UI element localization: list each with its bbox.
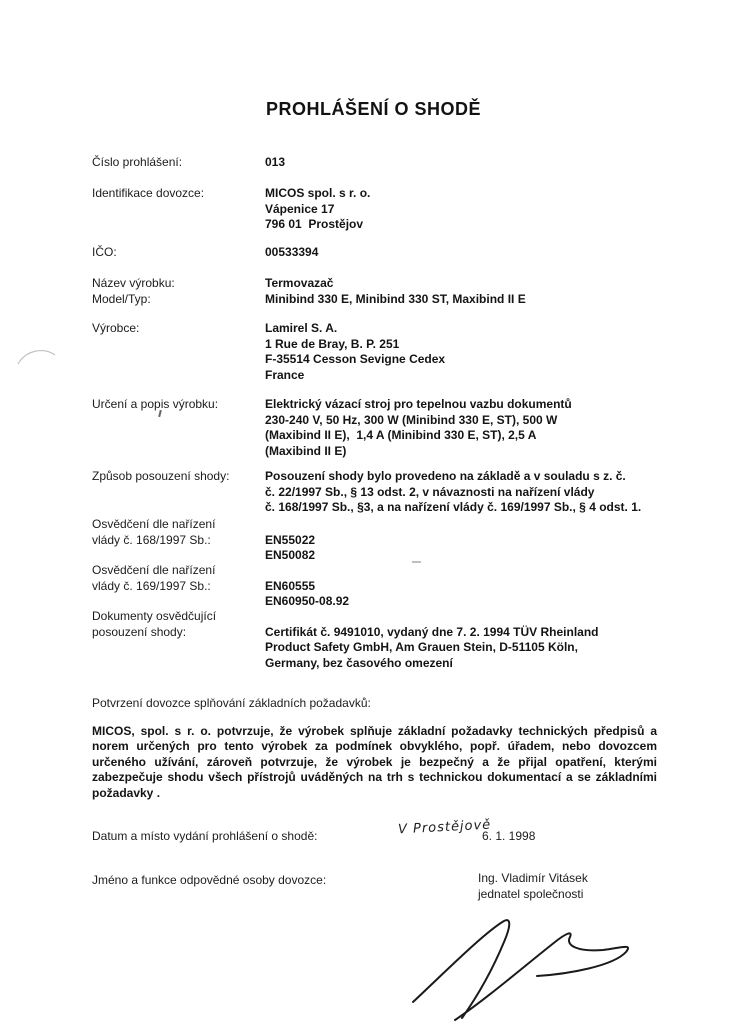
field-label: Název výrobku: [92,276,175,290]
field-value: Minibind 330 E, Minibind 330 ST, Maxibind II E [265,291,526,306]
field-row-osvedceni-168 [92,517,315,564]
field-value: Elektrický vázací stroj pro tepelnou vazbu dokumentů [265,397,572,411]
field-label: Model/Typ: [92,291,151,306]
field-value: (Maxibind II E) [265,443,347,458]
field-value: EN60950-08.92 [265,594,350,608]
signatory-label: Jméno a funkce odpovědné osoby dovozce: [92,873,327,887]
field-row-vyrobce [92,321,445,383]
field-value: Posouzení shody bylo provedeno na základě a v souladu s z. č. [265,469,626,483]
field-label: vlády č. 169/1997 Sb.: [92,578,211,593]
confirmation-heading: Potvrzení dovozce splňování základních požadavků: [92,696,371,710]
field-value: 00533394 [265,245,319,259]
field-row-osvedceni-169 [92,563,349,610]
field-value: 013 [265,155,286,169]
field-label: IČO: [92,245,117,259]
scan-artifact-arc-icon [12,342,62,372]
field-value: Lamirel S. A. [265,321,338,335]
page-title: PROHLÁŠENÍ O SHODĚ [265,99,482,119]
field-label: Číslo prohlášení: [92,155,183,169]
field-value: Vápenice 17 [265,201,335,216]
field-value: č. 22/1997 Sb., § 13 odst. 2, v návaznosti na nařízení vlády [265,484,595,499]
field-value: Termovazač [265,276,334,290]
field-label: vlády č. 168/1997 Sb.: [92,532,211,547]
confirmation-paragraph: MICOS, spol. s r. o. potvrzuje, že výrobek splňuje základní požadavky technických předpisů a norem určených pro tento výrobek za podmínek obvyklého, popř. úřadem, nebo dovozcem určeného užívání, zároveň potvrzuje, že výrobek je bezpečný a že přijal opatření, kterými zabezpečuje shodu všech přístrojů uváděných na trh s technickou dokumentací a se základními požadavky . [92,724,657,800]
field-row-nazev-model [92,276,526,307]
field-value: France [265,367,305,382]
handwritten-place: V Prostějově [397,817,492,838]
field-value: MICOS spol. s r. o. [265,186,371,200]
field-label: Výrobce: [92,321,140,335]
field-label: Osvědčení dle nařízení [92,563,216,577]
field-row-urceni-popis [92,397,572,459]
field-label: Dokumenty osvědčující [92,609,217,623]
field-value: 1 Rue de Bray, B. P. 251 [265,336,400,351]
field-row-zpusob-posouzeni [92,469,641,516]
signatory-block [478,871,588,902]
field-label: posouzení shody: [92,624,187,639]
field-row-ico [92,245,318,261]
signature-icon [405,910,650,1022]
field-row-dokumenty [92,609,598,671]
field-value: 230-240 V, 50 Hz, 300 W (Minibind 330 E, ST), 500 W [265,412,558,427]
field-label: Způsob posouzení shody: [92,469,230,483]
field-value: EN55022 [265,532,316,547]
field-value: č. 168/1997 Sb., §3, a na nařízení vlády č. 169/1997 Sb., § 4 odst. 1. [265,500,642,514]
field-value: 796 01 Prostějov [265,217,364,231]
field-value: Product Safety GmbH, Am Grauen Stein, D-51105 Köln, [265,640,578,654]
field-value: F-35514 Cesson Sevigne Cedex [265,352,446,366]
field-row-cislo-prohlaseni [92,155,285,171]
scan-artifact-dash-icon [412,561,421,563]
field-value: Germany, bez časového omezení [265,655,453,670]
field-row-identifikace-dovozce [92,186,370,233]
issue-date: 6. 1. 1998 [482,829,536,843]
field-value: EN50082 [265,548,316,562]
field-value: EN60555 [265,578,316,593]
field-label: Osvědčení dle nařízení [92,517,216,531]
field-value: Certifikát č. 9491010, vydaný dne 7. 2. 1994 TÜV Rheinland [265,624,599,639]
signatory-role: jednatel společnosti [478,886,584,901]
signatory-name: Ing. Vladimír Vitásek [478,871,588,885]
field-value: (Maxibind II E), 1,4 A (Minibind 330 E, ST), 2,5 A [265,428,537,442]
field-label: Identifikace dovozce: [92,186,205,200]
field-label: Určení a popis výrobku: [92,397,219,411]
issue-date-label: Datum a místo vydání prohlášení o shodě: [92,829,318,843]
